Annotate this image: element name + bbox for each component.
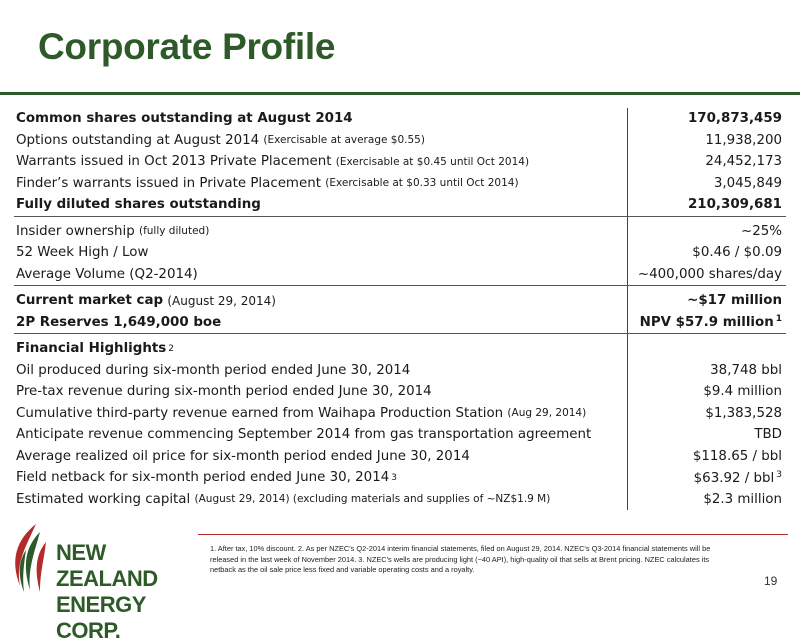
row-label-cell [14, 130, 628, 152]
row-label-cell [14, 360, 628, 382]
footnote-marker: 2 [168, 343, 174, 354]
row-note: (Exercisable at $0.33 until Oct 2014) [325, 177, 519, 190]
row-value [628, 133, 786, 148]
row-label: Options outstanding at August 2014 [16, 132, 260, 148]
row-value [628, 293, 786, 308]
row-label-cell [14, 467, 628, 489]
row-value [628, 384, 786, 399]
row-value-text: $2.3 million [703, 491, 782, 507]
row-label: Estimated working capital [16, 491, 191, 507]
row-note: (Exercisable at $0.45 until Oct 2014) [335, 155, 530, 168]
row-value [628, 197, 786, 212]
row-label-cell [14, 221, 628, 243]
flame-logo-icon [6, 520, 54, 596]
table-row [14, 151, 786, 173]
table-row [14, 467, 786, 489]
row-value-text: $63.92 / bbl [693, 470, 775, 486]
row-value [628, 314, 786, 330]
table-row [14, 130, 786, 152]
row-label-cell [14, 151, 628, 173]
row-value [628, 267, 786, 282]
table-section [14, 216, 786, 286]
row-label: Oil produced during six-month period ended June 30, 2014 [16, 362, 411, 378]
title-divider [0, 92, 800, 95]
row-label-cell [14, 108, 628, 130]
row-label-cell [14, 489, 628, 511]
row-value [628, 449, 786, 464]
row-value-text: NPV $57.9 million [639, 315, 774, 331]
value-footnote-marker: 1 [775, 314, 782, 325]
table-row [14, 242, 786, 264]
row-label: Common shares outstanding at August 2014 [16, 111, 353, 127]
footnote-marker: 3 [391, 472, 397, 483]
row-label-cell [14, 381, 628, 403]
table-row [14, 424, 786, 446]
row-value-text: $9.4 million [703, 384, 782, 400]
row-value-text: 3,045,849 [713, 175, 782, 191]
table-row [14, 338, 786, 360]
table-row [14, 446, 786, 468]
row-label: Pre-tax revenue during six-month period ended June 30, 2014 [16, 384, 432, 400]
row-value [628, 176, 786, 191]
table-row [14, 360, 786, 382]
row-value-text: ~400,000 shares/day [637, 266, 782, 282]
footnotes: 1. After tax, 10% discount. 2. As per NZEC's Q2-2014 interim financial statements, filed on August 29, 2014. NZEC's Q3-2014 financial statements will be released in the last week of November 2014. 3. NZEC's wells are producing light (~40 API), high-quality oil that sells at Brent pricing. NZEC calculates its netback as the oil sale price less fixed and variable operating costs and a royalty. [210, 544, 711, 574]
footer-divider [198, 534, 788, 535]
row-value-text: 170,873,459 [687, 111, 782, 127]
row-value [628, 111, 786, 126]
row-value-text: $118.65 / bbl [692, 448, 782, 464]
row-label: Insider ownership [16, 223, 135, 239]
row-note: (Exercisable at average $0.55) [263, 134, 425, 147]
row-label: Current market cap [16, 293, 164, 309]
logo-line-2: ENERGY CORP. [56, 592, 146, 643]
table-row [14, 173, 786, 195]
corporate-profile-table [14, 108, 786, 510]
table-row [14, 221, 786, 243]
row-value-text: 38,748 bbl [710, 362, 782, 378]
row-label-cell [14, 290, 628, 312]
table-row [14, 489, 786, 511]
table-row [14, 194, 786, 216]
row-label: Finder’s warrants issued in Private Placement [16, 175, 321, 191]
row-value-text: ~25% [741, 223, 782, 239]
row-label: Warrants issued in Oct 2013 Private Placement [16, 154, 332, 170]
row-value [628, 406, 786, 421]
company-logo [6, 520, 206, 643]
row-value-text: 210,309,681 [687, 197, 782, 213]
table-row [14, 108, 786, 130]
value-footnote-marker: 3 [776, 469, 782, 480]
row-value [628, 363, 786, 378]
row-label: Fully diluted shares outstanding [16, 197, 261, 213]
table-section [14, 285, 786, 333]
row-label: Field netback for six-month period ended June 30, 2014 [16, 470, 390, 486]
row-value [628, 427, 786, 442]
row-label-cell [14, 242, 628, 264]
row-note: (fully diluted) [138, 225, 210, 238]
row-value [628, 154, 786, 169]
row-label: Cumulative third-party revenue earned from Waihapa Production Station [16, 405, 504, 421]
table-row [14, 264, 786, 286]
row-label: Average realized oil price for six-month period ended June 30, 2014 [16, 448, 470, 464]
row-value-text: 11,938,200 [705, 132, 782, 148]
row-note: (August 29, 2014) (excluding materials and supplies of ~NZ$1.9 M) [194, 493, 551, 506]
row-note: (August 29, 2014) [167, 293, 276, 308]
row-value-text: $0.46 / $0.09 [692, 245, 782, 261]
row-value-text: TBD [754, 427, 782, 443]
row-value-text: $1,383,528 [705, 405, 782, 421]
row-value-text: 24,452,173 [705, 154, 782, 170]
row-label: Financial Highlights [16, 341, 167, 357]
row-label-cell [14, 173, 628, 195]
logo-line-1: NEW ZEALAND [56, 540, 158, 591]
row-label: 2P Reserves 1,649,000 boe [16, 314, 222, 330]
page-number: 19 [764, 574, 778, 588]
row-note: (Aug 29, 2014) [507, 407, 587, 420]
table-section [14, 108, 786, 216]
row-label: 52 Week High / Low [16, 245, 149, 261]
table-row [14, 290, 786, 312]
row-label-cell [14, 446, 628, 468]
table-row [14, 381, 786, 403]
row-label-cell [14, 424, 628, 446]
row-label: Anticipate revenue commencing September 2014 from gas transportation agreement [16, 427, 592, 443]
row-value [628, 470, 786, 486]
row-value-text: ~$17 million [687, 293, 782, 309]
row-value [628, 245, 786, 260]
row-label-cell [14, 338, 628, 360]
table-row [14, 403, 786, 425]
row-label-cell [14, 403, 628, 425]
table-section [14, 333, 786, 510]
row-label-cell [14, 194, 628, 216]
row-value [628, 224, 786, 239]
row-label-cell [14, 312, 628, 334]
page-title: Corporate Profile [38, 26, 336, 67]
row-label-cell [14, 264, 628, 286]
row-value [628, 492, 786, 507]
row-label: Average Volume (Q2-2014) [16, 266, 198, 282]
table-row [14, 312, 786, 334]
